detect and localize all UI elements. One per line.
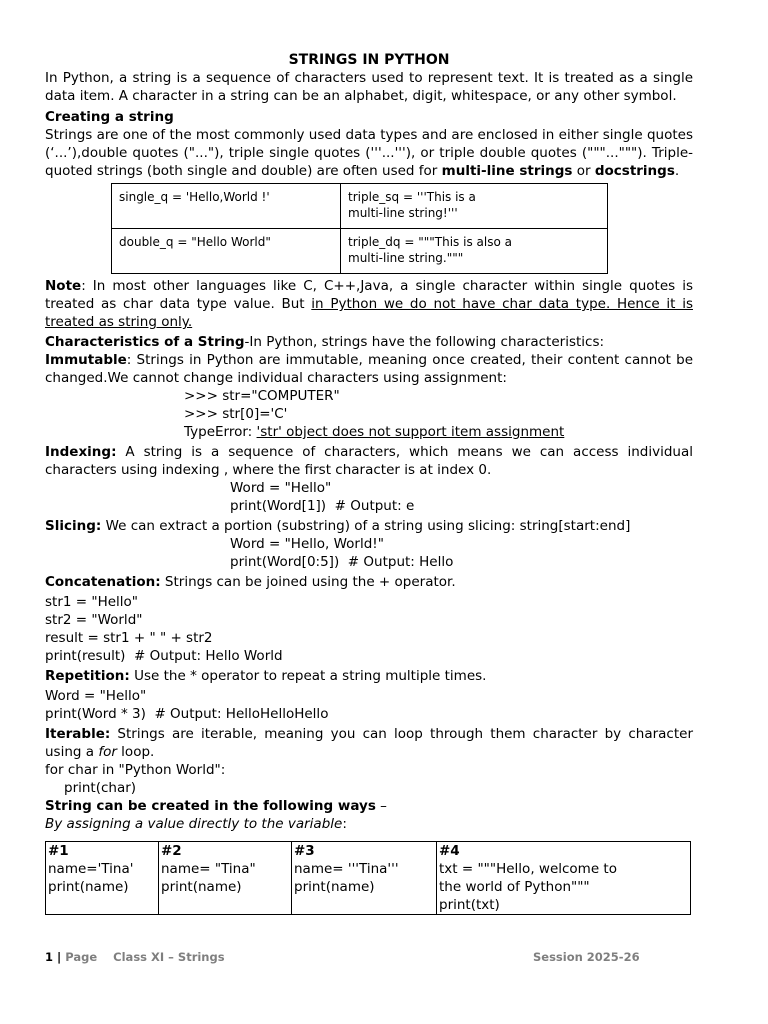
page-title: STRINGS IN PYTHON xyxy=(288,52,450,68)
code-line: result = str1 + " " + str2 xyxy=(45,630,213,646)
code-line: Word = "Hello, World!" xyxy=(230,536,384,552)
page-word: Page xyxy=(65,950,98,964)
note-text: : In most other languages like C, C++,Java, a single character within single quotes is treated as char data type value. But xyxy=(45,278,693,312)
table-cell: double_q = "Hello World" xyxy=(112,229,341,274)
code-line: Word = "Hello" xyxy=(45,688,147,704)
characteristics-text: -In Python, strings have the following characteristics: xyxy=(244,334,605,350)
cell-label: #1 xyxy=(48,843,69,859)
slicing-paragraph xyxy=(45,517,693,535)
table-row xyxy=(46,842,691,915)
code-line: str2 = "World" xyxy=(45,612,143,628)
table-cell: triple_dq = """This is also a multi-line string.""" xyxy=(341,229,608,274)
cell-label: #3 xyxy=(294,843,315,859)
ways-subheading-line xyxy=(45,815,693,833)
table-cell: single_q = 'Hello,World !' xyxy=(112,184,341,229)
indexing-paragraph xyxy=(45,443,693,479)
table-cell xyxy=(292,842,437,915)
table-cell xyxy=(46,842,159,915)
multiline-term: multi-line strings xyxy=(441,163,573,179)
cell-line: name='Tina' xyxy=(48,861,134,877)
code-line: >>> str="COMPUTER" xyxy=(184,388,340,404)
iterable-label: Iterable: xyxy=(45,726,111,742)
creating-text-a: Strings are one of the most commonly used data types and are enclosed in either single quotes (‘...’),double quotes ("..."), triple single quotes ('''...'''), or triple double quotes ("""..."""). Triple-quoted strings (both single and double) are often used for xyxy=(45,127,693,179)
cell-line: print(name) xyxy=(48,879,129,895)
immutable-text: : Strings in Python are immutable, meaning once created, their content cannot be changed.We cannot change individual characters using assignment: xyxy=(45,352,693,386)
code-line: print(Word[0:5]) # Output: Hello xyxy=(230,554,454,570)
cell-line: print(name) xyxy=(161,879,242,895)
note-label: Note xyxy=(45,278,82,294)
repetition-text: Use the * operator to repeat a string multiple times. xyxy=(129,668,487,684)
intro-paragraph: In Python, a string is a sequence of characters used to represent text. It is treated as a single data item. A character in a string can be an alphabet, digit, whitespace, or any other symbol. xyxy=(45,70,693,104)
creating-text-b: or xyxy=(572,163,595,179)
ways-subheading-colon: : xyxy=(342,816,347,832)
concatenation-paragraph xyxy=(45,573,693,591)
error-prefix: TypeError: xyxy=(184,424,257,440)
class-info: Class XI – Strings xyxy=(113,950,225,964)
cell-line: print(txt) xyxy=(439,897,500,913)
repetition-label: Repetition: xyxy=(45,668,130,684)
code-line: print(Word * 3) # Output: HelloHelloHello xyxy=(45,706,329,722)
note-underlined-text: in Python we do not have char data type. Hence it is treated as string only. xyxy=(45,296,693,330)
footer-separator: | xyxy=(53,950,66,964)
docstrings-term: docstrings xyxy=(594,163,675,179)
cell-line: txt = """Hello, welcome to xyxy=(439,861,617,877)
slicing-text: We can extract a portion (substring) of a string using slicing: string[start:end] xyxy=(101,518,631,534)
cell-line: the world of Python""" xyxy=(439,879,590,895)
code-line: print(result) # Output: Hello World xyxy=(45,648,283,664)
for-keyword: for xyxy=(98,744,117,760)
indexing-label: Indexing: xyxy=(45,444,117,460)
iterable-text-b: loop. xyxy=(116,744,155,760)
repetition-paragraph xyxy=(45,667,693,685)
table-row xyxy=(112,229,608,274)
creating-heading: Creating a string xyxy=(45,109,174,125)
ways-heading-line xyxy=(45,797,693,815)
concatenation-label: Concatenation: xyxy=(45,574,161,590)
immutable-label: Immutable xyxy=(45,352,127,368)
table-cell: triple_sq = '''This is a multi-line string!''' xyxy=(341,184,608,229)
cell-line: name= '''Tina''' xyxy=(294,861,399,877)
cell-line: print(name) xyxy=(294,879,375,895)
code-line: print(Word[1]) # Output: e xyxy=(230,498,415,514)
ways-subheading: By assigning a value directly to the variable xyxy=(45,816,343,832)
cell-label: #2 xyxy=(161,843,182,859)
immutable-paragraph xyxy=(45,351,693,387)
error-line xyxy=(45,423,693,441)
page-number: 1 xyxy=(45,950,54,964)
indexing-text: A string is a sequence of characters, which means we can access individual characters using indexing , where the first character is at index 0. xyxy=(45,444,693,478)
error-message: 'str' object does not support item assignment xyxy=(256,424,565,440)
iterable-paragraph xyxy=(45,725,693,761)
cell-line: name= "Tina" xyxy=(161,861,256,877)
ways-table xyxy=(45,841,691,915)
ways-dash: – xyxy=(375,798,387,814)
iterable-text-a: Strings are iterable, meaning you can loop through them character by character using a xyxy=(45,726,693,760)
table-cell xyxy=(437,842,691,915)
table-row xyxy=(112,184,608,229)
code-line: str1 = "Hello" xyxy=(45,594,138,610)
characteristics-paragraph xyxy=(45,333,693,351)
cell-label: #4 xyxy=(439,843,460,859)
table-cell xyxy=(159,842,292,915)
creating-text-c: . xyxy=(674,163,680,179)
quotes-example-table xyxy=(111,183,608,274)
note-paragraph xyxy=(45,277,693,331)
characteristics-heading: Characteristics of a String xyxy=(45,334,245,350)
page-footer xyxy=(45,949,645,965)
ways-heading: String can be created in the following ways xyxy=(45,798,376,814)
slicing-label: Slicing: xyxy=(45,518,102,534)
creating-paragraph xyxy=(45,126,693,180)
session-label: Session 2025-26 xyxy=(533,950,640,964)
code-line: for char in "Python World": xyxy=(45,762,226,778)
code-line: Word = "Hello" xyxy=(230,480,332,496)
code-line: >>> str[0]='C' xyxy=(184,406,288,422)
code-line: print(char) xyxy=(64,780,137,796)
document-page xyxy=(45,51,693,915)
concatenation-text: Strings can be joined using the + operator. xyxy=(160,574,456,590)
